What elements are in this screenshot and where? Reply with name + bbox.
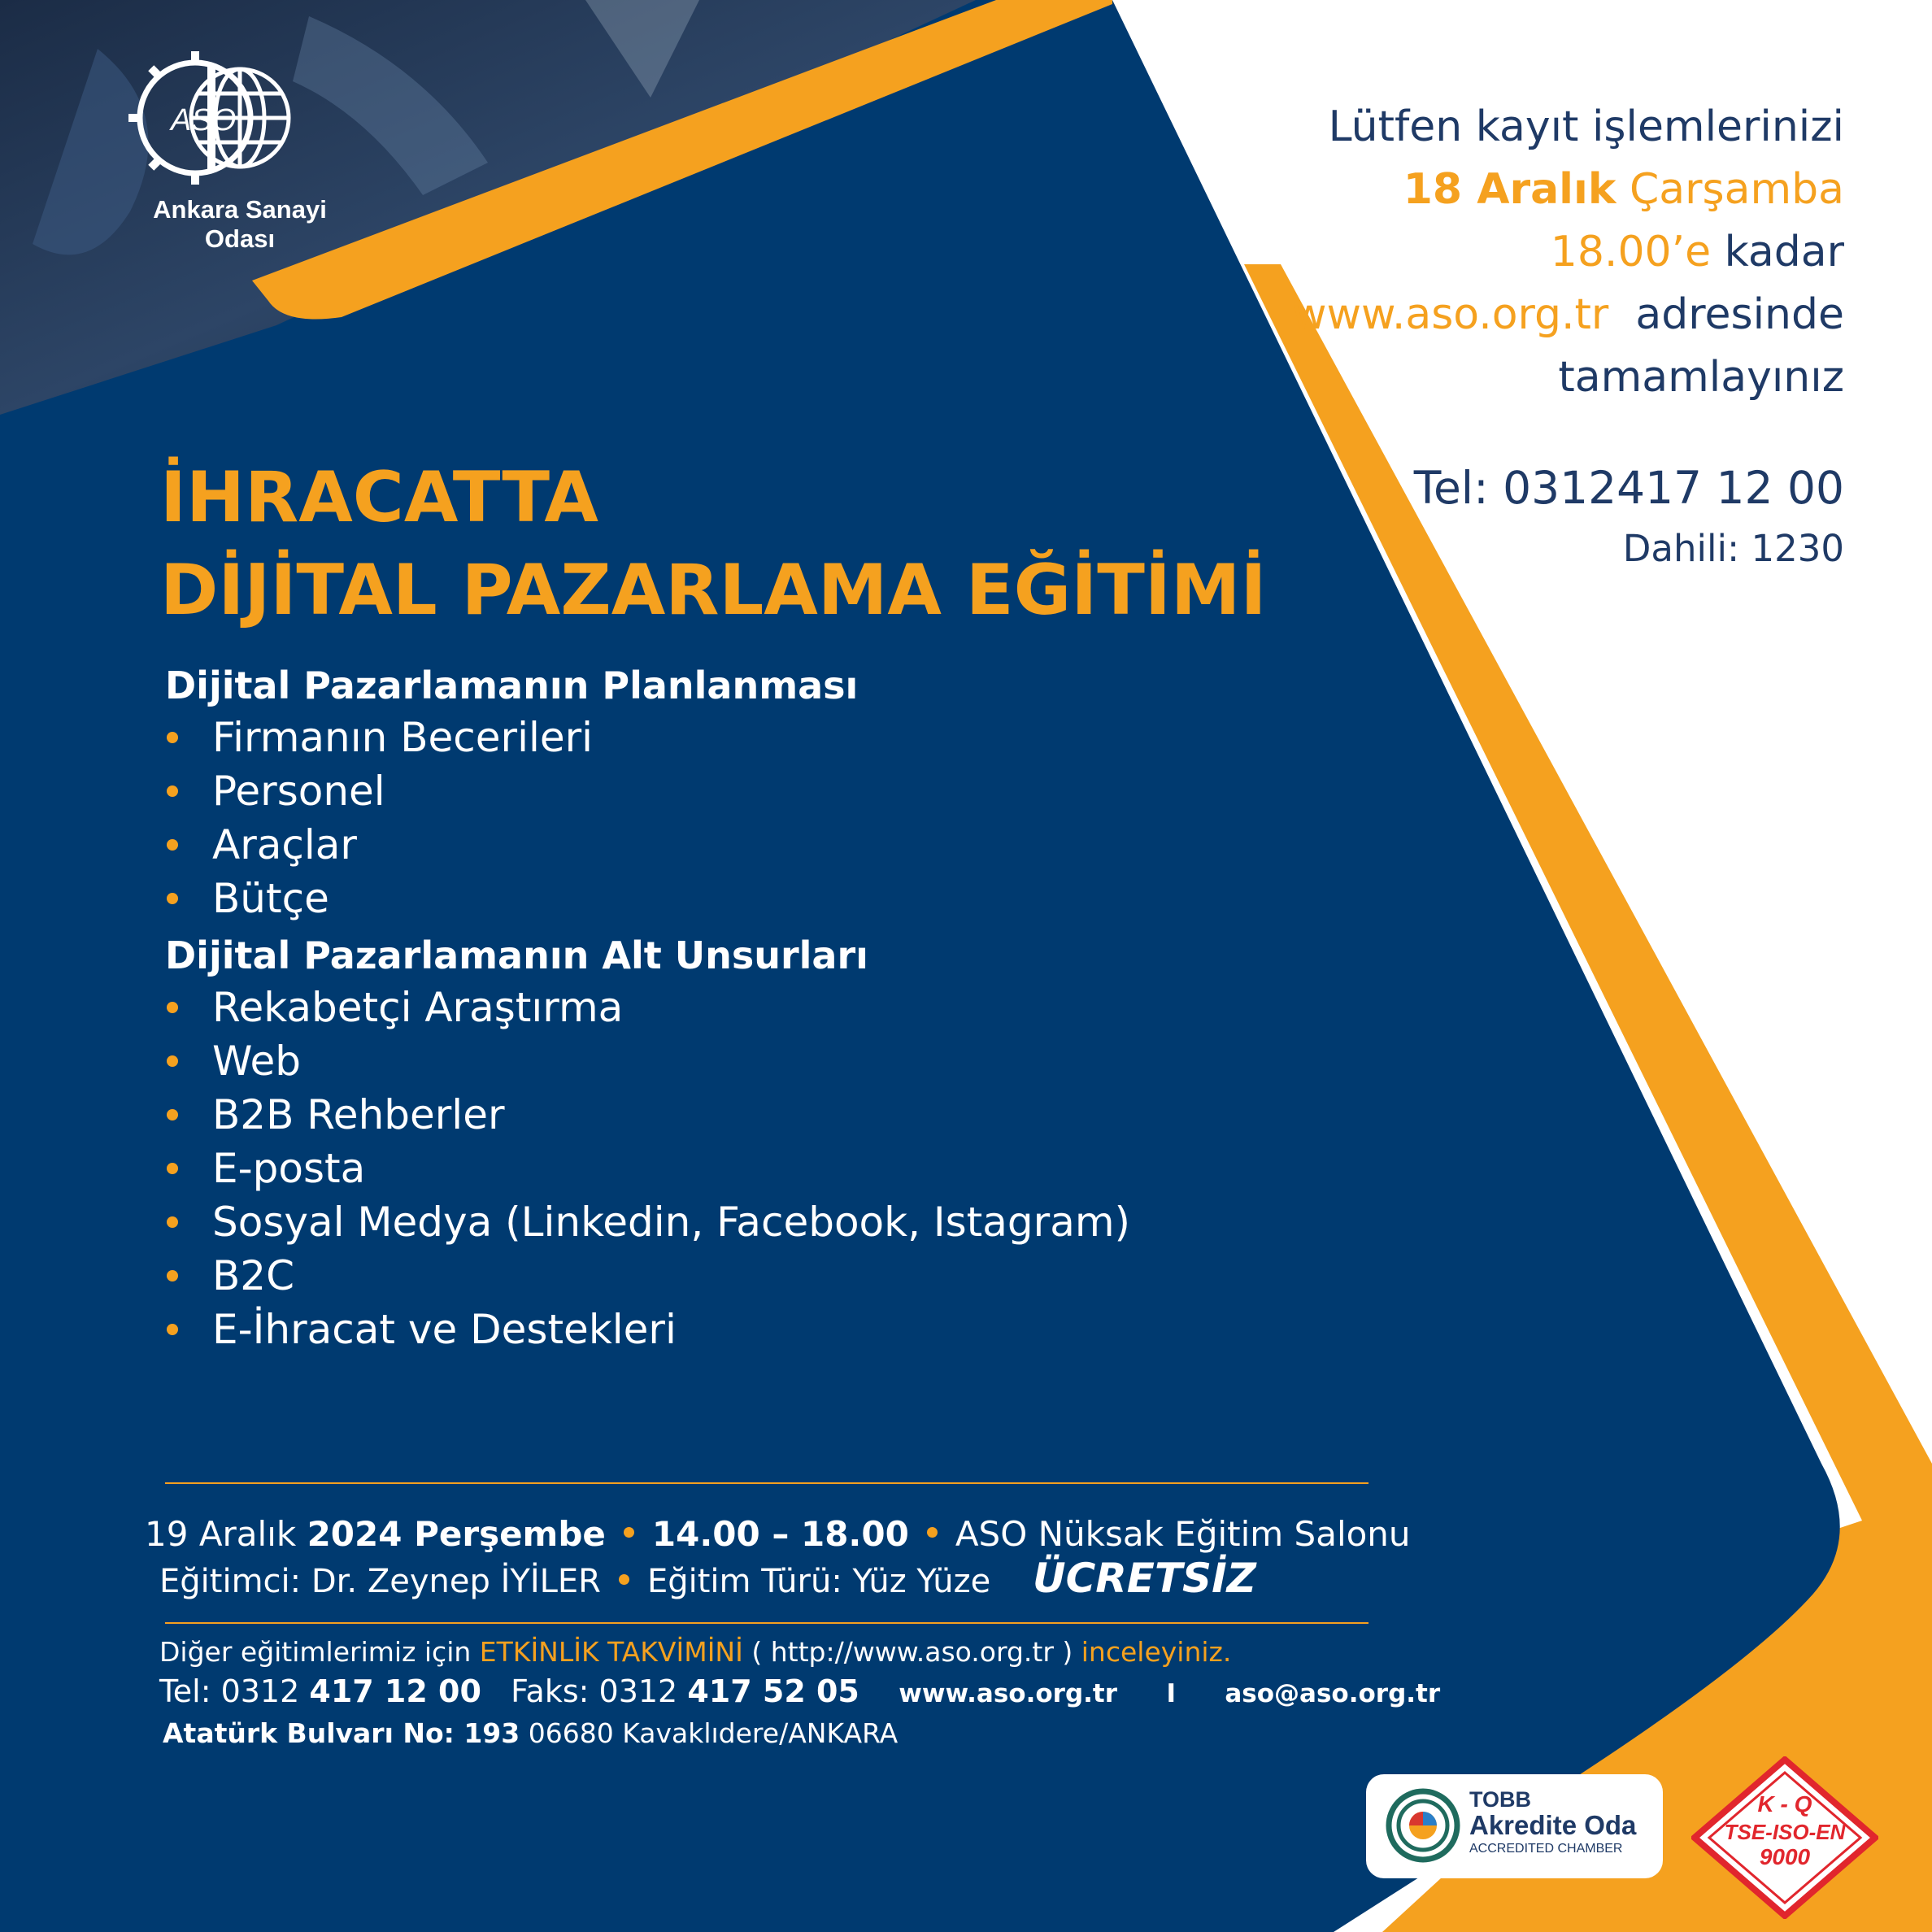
list-item: B2C: [167, 1252, 294, 1299]
reg-time-suffix: kadar: [1724, 228, 1844, 276]
list-item: Rekabetçi Araştırma: [167, 984, 623, 1031]
tobb-subtitle-en: ACCREDITED CHAMBER: [1469, 1842, 1623, 1856]
event-time: 14.00 – 18.00: [651, 1514, 909, 1554]
list-item: B2B Rehberler: [167, 1091, 505, 1138]
svg-text:ASO: ASO: [171, 103, 237, 137]
footer-url-link[interactable]: ( http://www.aso.org.tr ): [751, 1636, 1073, 1668]
reg-date: 18 Aralık: [1403, 165, 1617, 214]
footer-review: inceleyiniz.: [1081, 1636, 1232, 1668]
bullet-icon: [624, 1527, 634, 1538]
list-item: E-İhracat ve Destekleri: [167, 1306, 677, 1353]
reg-day: Çarşamba: [1629, 165, 1844, 214]
bullet-icon: [167, 893, 178, 904]
footer-tel-number: 417 12 00: [309, 1673, 481, 1709]
list-item: Bütçe: [167, 875, 329, 922]
event-trainer-line: [159, 1563, 990, 1600]
bullet-icon: [167, 732, 178, 743]
bullet-icon: [619, 1574, 629, 1585]
org-name: Ankara Sanayi Odası: [153, 195, 327, 253]
kq-line-2: TSE-ISO-EN: [1724, 1820, 1846, 1844]
tobb-title: TOBB: [1469, 1787, 1532, 1812]
footer-calendar-link[interactable]: ETKİNLİK TAKVİMİNİ: [479, 1636, 743, 1668]
list-item: E-posta: [167, 1145, 365, 1192]
footer-address-line: [163, 1717, 898, 1749]
bullet-icon: [167, 1055, 178, 1067]
kq-line-1: K - Q: [1757, 1791, 1812, 1817]
event-type: Eğitim Türü: Yüz Yüze: [646, 1563, 991, 1600]
list-item: Sosyal Medya (Linkedin, Facebook, Istagram): [167, 1199, 1130, 1246]
bullet-icon: [167, 1163, 178, 1174]
bullet-icon: [167, 1002, 178, 1013]
event-location: ASO Nüksak Eğitim Salonu: [955, 1514, 1411, 1554]
bullet-icon: [167, 1109, 178, 1120]
event-price: ÜCRETSİZ: [1033, 1555, 1256, 1602]
registration-info: [1112, 96, 1844, 409]
title-line-2: DİJİTAL PAZARLAMA EĞİTİMİ: [160, 550, 1267, 631]
reg-tel: Tel: 0312417 12 00: [1413, 462, 1844, 514]
bullet-icon: [167, 1324, 178, 1335]
footer-fax-prefix: Faks: 0312: [511, 1673, 678, 1709]
footer-tel-prefix: Tel: 0312: [159, 1673, 300, 1709]
section-heading-planning: Dijital Pazarlamanın Planlanması: [165, 664, 859, 707]
reg-line-5: tamamlayınız: [1558, 353, 1844, 402]
footer-email-link[interactable]: aso@aso.org.tr: [1225, 1679, 1441, 1708]
reg-line-1: Lütfen kayıt işlemlerinizi: [1328, 102, 1844, 151]
event-date-year: 2024 Perşembe: [307, 1514, 606, 1554]
footer-address-rest: 06680 Kavaklıdere/ANKARA: [528, 1717, 899, 1749]
page-title: [160, 451, 1267, 637]
bullet-icon: [167, 785, 178, 797]
bullet-icon: [167, 1216, 178, 1228]
reg-time: 18.00’e: [1550, 228, 1712, 276]
list-item: Araçlar: [167, 821, 357, 868]
reg-dahili: Dahili: 1230: [1622, 527, 1844, 570]
event-date-month: Aralık: [198, 1514, 297, 1554]
bullet-icon: [927, 1527, 938, 1538]
event-trainer: Eğitimci: Dr. Zeynep İYİLER: [159, 1563, 601, 1600]
event-date-day: 19: [145, 1514, 189, 1554]
footer-other-trainings: [159, 1636, 1231, 1668]
divider-top: [165, 1482, 1368, 1484]
footer-web-link[interactable]: www.aso.org.tr: [899, 1679, 1118, 1708]
footer-other-prefix: Diğer eğitimlerimiz için: [159, 1636, 472, 1668]
footer-contact-line: [159, 1673, 1440, 1709]
footer-fax-number: 417 52 05: [687, 1673, 859, 1709]
list-item: Web: [167, 1038, 301, 1085]
divider-bottom: [165, 1622, 1368, 1624]
kq-line-3: 9000: [1759, 1844, 1811, 1869]
title-line-1: İHRACATTA: [160, 457, 598, 538]
bullet-icon: [167, 839, 178, 851]
footer-address-bold: Atatürk Bulvarı No: 193: [163, 1717, 520, 1749]
tobb-logo-icon: [1382, 1785, 1464, 1866]
event-info-line: [145, 1514, 1411, 1554]
list-item: Personel: [167, 768, 385, 815]
list-item: Firmanın Becerileri: [167, 714, 593, 761]
reg-website-suffix: adresinde: [1635, 290, 1844, 339]
reg-website-link[interactable]: www.aso.org.tr: [1292, 290, 1609, 339]
section-heading-subelements: Dijital Pazarlamanın Alt Unsurları: [165, 933, 868, 977]
bullet-icon: [167, 1270, 178, 1281]
tobb-subtitle: Akredite Oda: [1469, 1810, 1637, 1840]
footer-separator: I: [1166, 1679, 1176, 1708]
